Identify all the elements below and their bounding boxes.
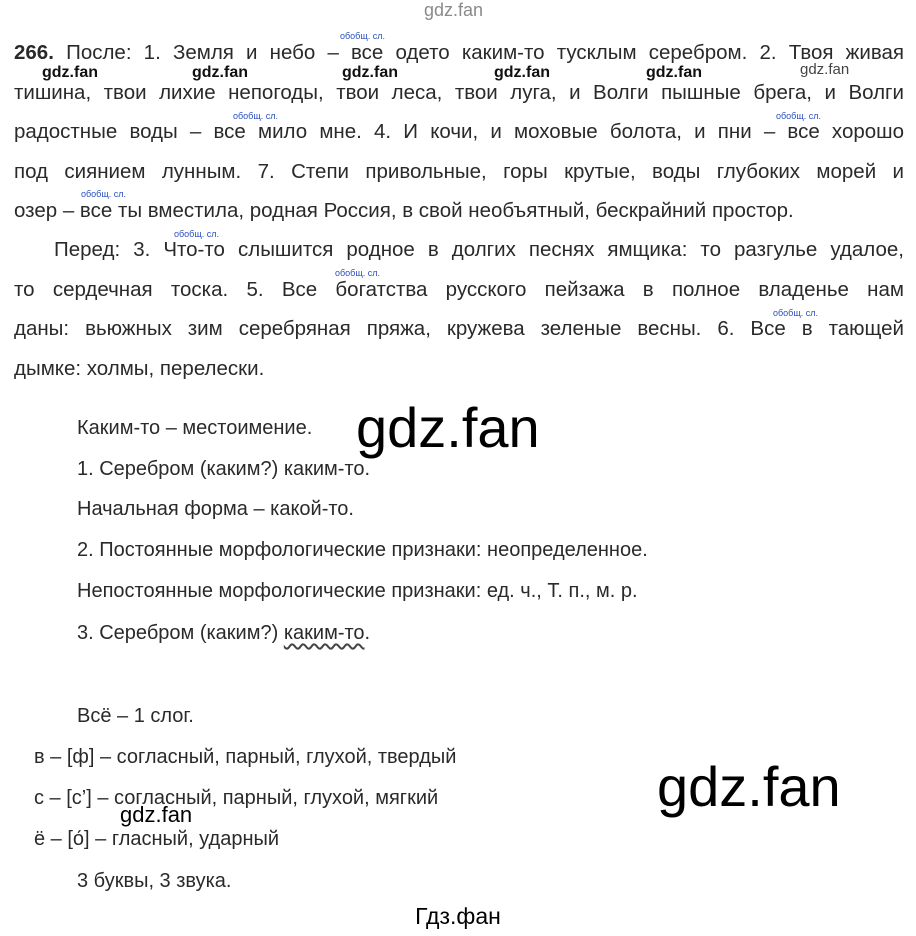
underlined-word: каким-то xyxy=(283,622,365,644)
phonetic-title: Всё – 1 слог. xyxy=(77,705,194,727)
para1-line-5: озер – все ты вместила, родная Россия, в свой необъятный, бескрайний простор. xyxy=(14,199,794,222)
watermark-small-7: gdz.fan xyxy=(120,802,193,827)
phonetic-row-1: в – [ф] – согласный, парный, глухой, твердый xyxy=(34,746,457,768)
analysis-line-5-end: . xyxy=(364,622,371,644)
exercise-number: 266. xyxy=(14,41,54,64)
para2-line-4: дымке: холмы, перелески. xyxy=(14,357,265,380)
footer-watermark: Гдз.фан xyxy=(415,903,501,929)
analysis-line-2: Начальная форма – какой-то. xyxy=(77,498,354,520)
annotation-3: обобщ. сл. xyxy=(776,111,821,121)
para2-line-1: Перед: 3. Что-то слышится родное в долгих песнях ямщика: то разгулье удалое, xyxy=(54,238,904,261)
watermark-small-3: gdz.fan xyxy=(342,64,398,81)
watermark-small-2: gdz.fan xyxy=(192,64,248,81)
annotation-2: обобщ. сл. xyxy=(233,111,278,121)
watermark-big-2: gdz.fan xyxy=(657,755,841,818)
annotation-4: обобщ. сл. xyxy=(81,189,126,199)
para1-line-2: тишина, твои лихие непогоды, твои леса, твои луга, и Волги пышные брега, и Волги xyxy=(14,81,904,104)
exercise-line-1 xyxy=(14,40,904,66)
phonetic-row-2: с – [с’] – согласный, парный, глухой, мягкий xyxy=(34,787,439,809)
analysis-line-1: 1. Серебром (каким?) каким-то. xyxy=(77,458,371,480)
watermark-small-6: gdz.fan xyxy=(800,61,850,78)
annotation-1: обобщ. сл. xyxy=(340,31,385,41)
para2-line-2: то сердечная тоска. 5. Все богатства русского пейзажа в полное владенье нам xyxy=(14,278,904,301)
phonetic-row-3: ё – [о́] – гласный, ударный xyxy=(34,828,280,850)
para2-line-3: даны: вьюжных зим серебряная пряжа, кружева зеленые весны. 6. Все в тающей xyxy=(14,317,904,340)
analysis-line-5 xyxy=(77,620,370,646)
analysis-heading: Каким-то – местоимение. xyxy=(77,417,313,439)
watermark-top: gdz.fan xyxy=(424,0,484,20)
annotation-5: обобщ. сл. xyxy=(174,229,219,239)
watermark-small-1: gdz.fan xyxy=(42,64,98,81)
annotation-7: обобщ. сл. xyxy=(773,308,818,318)
analysis-line-4: Непостоянные морфологические признаки: ед. ч., Т. п., м. р. xyxy=(77,580,638,602)
watermark-big-1: gdz.fan xyxy=(356,396,540,459)
para1-line-4: под сиянием лунным. 7. Степи привольные, горы крутые, воды глубоких морей и xyxy=(14,160,904,183)
analysis-line-5-text: 3. Серебром (каким?) xyxy=(77,622,284,644)
watermark-small-4: gdz.fan xyxy=(494,64,550,81)
phonetic-summary: 3 буквы, 3 звука. xyxy=(77,870,232,892)
annotation-6: обобщ. сл. xyxy=(335,268,380,278)
para1-line-1: После: 1. Земля и небо – все одето каким-то тусклым серебром. 2. Твоя живая xyxy=(66,41,904,64)
para1-line-3: радостные воды – все мило мне. 4. И кочи, и моховые болота, и пни – все хорошо xyxy=(14,120,904,143)
watermark-small-5: gdz.fan xyxy=(646,64,702,81)
analysis-line-3: 2. Постоянные морфологические признаки: неопределенное. xyxy=(77,539,648,561)
